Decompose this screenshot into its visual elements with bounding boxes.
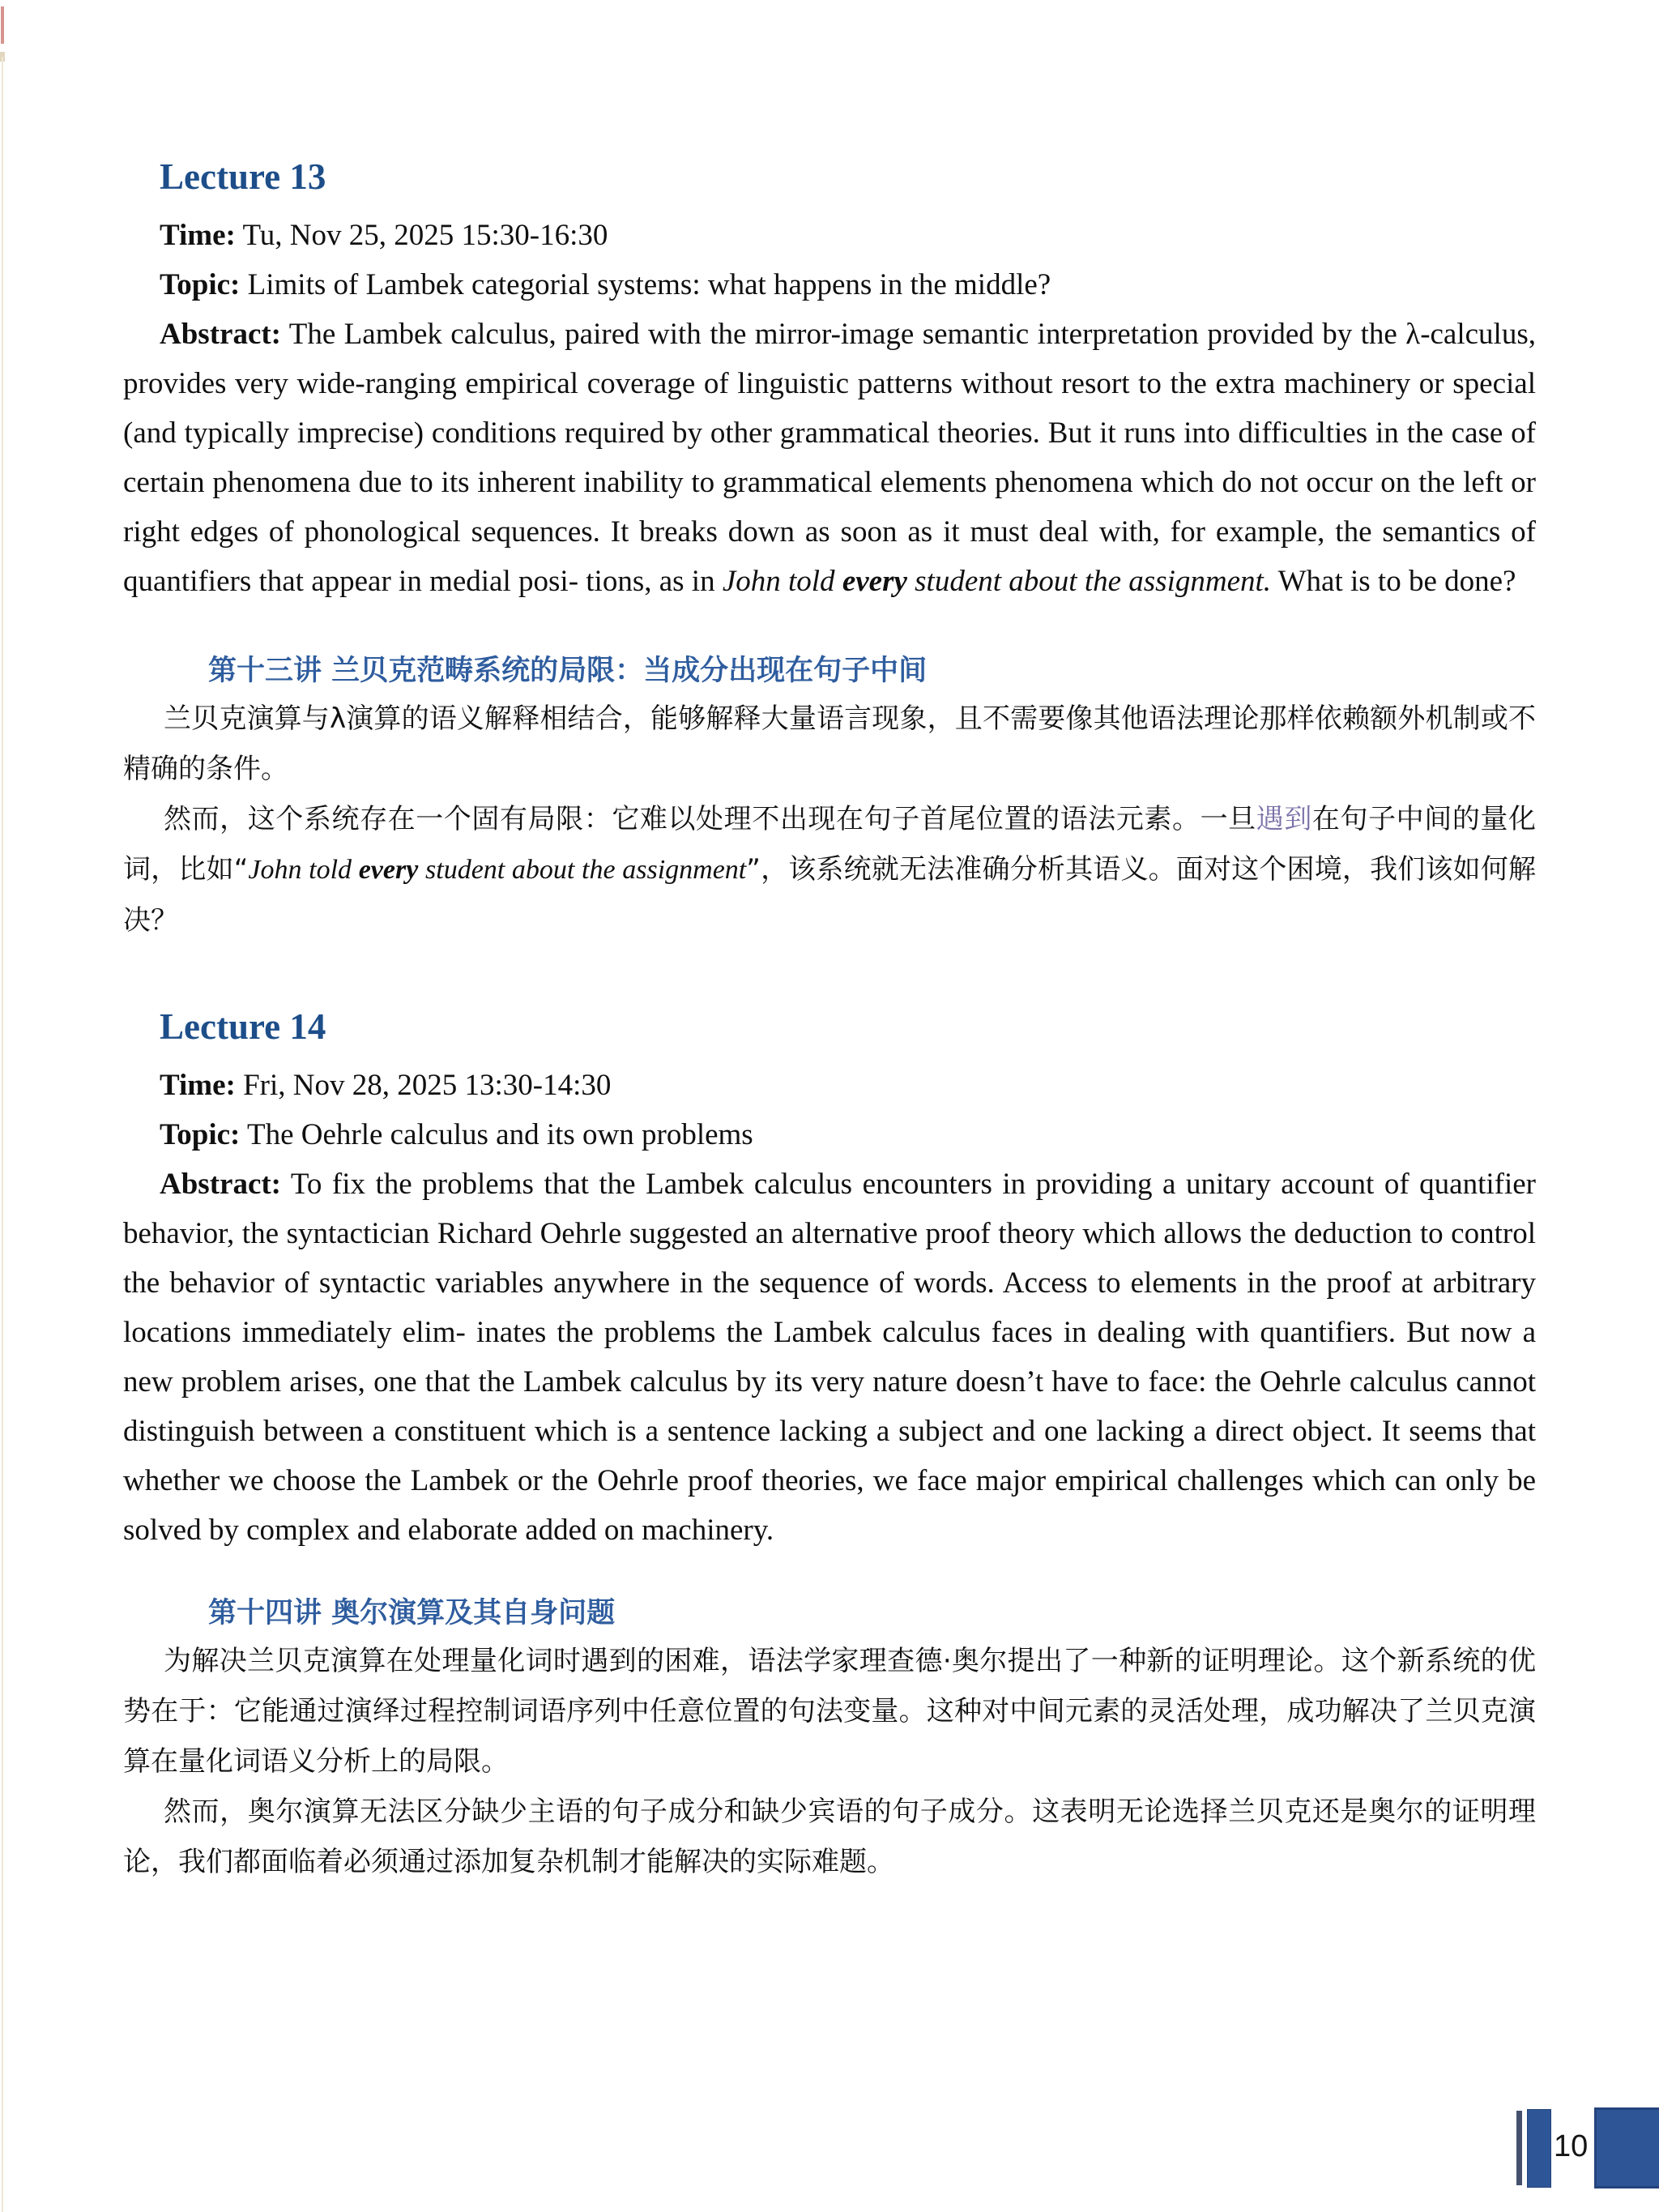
abstract-run: The Lambek calculus, paired with the mirror-image semantic interpretation provided by the λ-calculus, provides very wide-ranging empirical coverage of linguistic patterns without resort to the extra machinery or special (and typically imprecise) conditions required by other grammatical theories. But it runs into difficulties in the case of certain phenomena due to its inherent inability to grammatical elements phenomena which do not occur on the left or right edges of phonological sequences. It breaks down as soon as it must deal with, for example, the semantics of quantifiers that appear in medial posi- tions, as in: [123, 318, 1536, 598]
topic-label: Topic:: [160, 268, 241, 301]
abstract-run-bold-italic: every: [842, 565, 907, 598]
zh-paragraph: 然而，奥尔演算无法区分缺少主语的句子成分和缺少宾语的句子成分。这表明无论选择兰贝克还是奥尔的证明理论，我们都面临着必须通过添加复杂机制才能解决的实际难题。: [123, 1796, 1536, 1878]
lecture-13-section: [123, 156, 1536, 946]
zh-run-english-bold-italic: every: [358, 855, 419, 885]
time-value: Tu, Nov 25, 2025 15:30-16:30: [242, 219, 608, 252]
zh-paragraph: 兰贝克演算与λ演算的语义解释相结合，能够解释大量语言现象，且不需要像其他语法理论那样依赖额外机制或不精确的条件。: [123, 702, 1536, 785]
abstract-label: Abstract:: [160, 1168, 282, 1201]
zh-run-purple-highlight: 遇到: [1256, 803, 1312, 835]
scan-edge-mark: [1, 6, 4, 44]
lecture-13-zh-body: [123, 694, 1536, 946]
time-label: Time:: [160, 1069, 236, 1102]
lecture-14-title: Lecture 14: [160, 1006, 326, 1047]
lecture-13-zh-title: 第十三讲 兰贝克范畴系统的局限：当成分出现在句子中间: [208, 655, 928, 687]
zh-run: 然而，这个系统存在一个固有局限：它难以处理不出现在句子首尾位置的语法元素。一旦: [164, 803, 1256, 835]
lecture-14-time-row: [123, 1061, 1536, 1110]
abstract-label: Abstract:: [160, 318, 282, 351]
zh-run-english-italic: student about the assignment: [418, 855, 747, 885]
time-value: Fri, Nov 28, 2025 13:30-14:30: [243, 1069, 612, 1102]
lecture-14-abstract: [123, 1159, 1536, 1555]
topic-value: Limits of Lambek categorial systems: what happens in the middle?: [247, 268, 1051, 301]
lecture-13-topic-row: [123, 260, 1536, 310]
abstract-run: What is to be done?: [1271, 565, 1516, 598]
footer-thin-bar: [1516, 2111, 1522, 2185]
lecture-13-abstract: [123, 310, 1536, 606]
abstract-run-italic: student about the assignment.: [906, 565, 1272, 598]
topic-value: The Oehrle calculus and its own problems: [246, 1118, 753, 1151]
time-label: Time:: [160, 219, 236, 252]
topic-label: Topic:: [160, 1118, 241, 1151]
lecture-14-zh-title: 第十四讲 奥尔演算及其自身问题: [208, 1597, 616, 1629]
zh-run-english-italic: John told: [248, 855, 359, 885]
lecture-14-section: [123, 1006, 1536, 1887]
page-number: 10: [1554, 2129, 1589, 2163]
lecture-14-body: [123, 1061, 1536, 1555]
lecture-13-body: [123, 211, 1536, 606]
abstract-run-italic: John told: [722, 565, 842, 598]
footer-wide-bar: [1527, 2109, 1551, 2188]
zh-run: 在句子中间的量化词，比如“: [123, 803, 1537, 886]
page-content: [123, 0, 1536, 1887]
lecture-13-title: Lecture 13: [160, 156, 326, 197]
abstract-run: To fix the problems that the Lambek calculus encounters in providing a unitary account of quantifier behavior, the syntactician Richard Oehrle suggested an alternative proof theory which allows the deduction to control the behavior of syntactic variables anywhere in the sequence of words. Access to elements in the proof at arbitrary locations immediately elim- inates the problems the Lambek calculus faces in dealing with quantifiers. But now a new problem arises, one that the Lambek calculus by its very nature doesn’t have to face: the Oehrle calculus cannot distinguish between a constituent which is a sentence lacking a subject and one lacking a direct object. It seems that whether we choose the Lambek or the Oehrle proof theories, we face major empirical challenges which can only be solved by complex and elaborate added on machinery.: [123, 1168, 1536, 1547]
lecture-14-zh-body: [123, 1636, 1536, 1887]
lecture-13-time-row: [123, 211, 1536, 260]
zh-paragraph: [123, 794, 1536, 946]
scan-edge-line: [2, 57, 3, 2212]
footer-corner-block: [1594, 2107, 1659, 2189]
zh-run: ”，该系统就无法准确分析其语义。面对这个困境，我们该如何解决？: [123, 853, 1537, 937]
lecture-14-topic-row: [123, 1110, 1536, 1159]
zh-paragraph: 为解决兰贝克演算在处理量化词时遇到的困难，语法学家理查德·奥尔提出了一种新的证明理论。这个新系统的优势在于：它能通过演绎过程控制词语序列中任意位置的句法变量。这种对中间元素的灵活处理，成功解决了兰贝克演算在量化词语义分析上的局限。: [123, 1645, 1536, 1778]
